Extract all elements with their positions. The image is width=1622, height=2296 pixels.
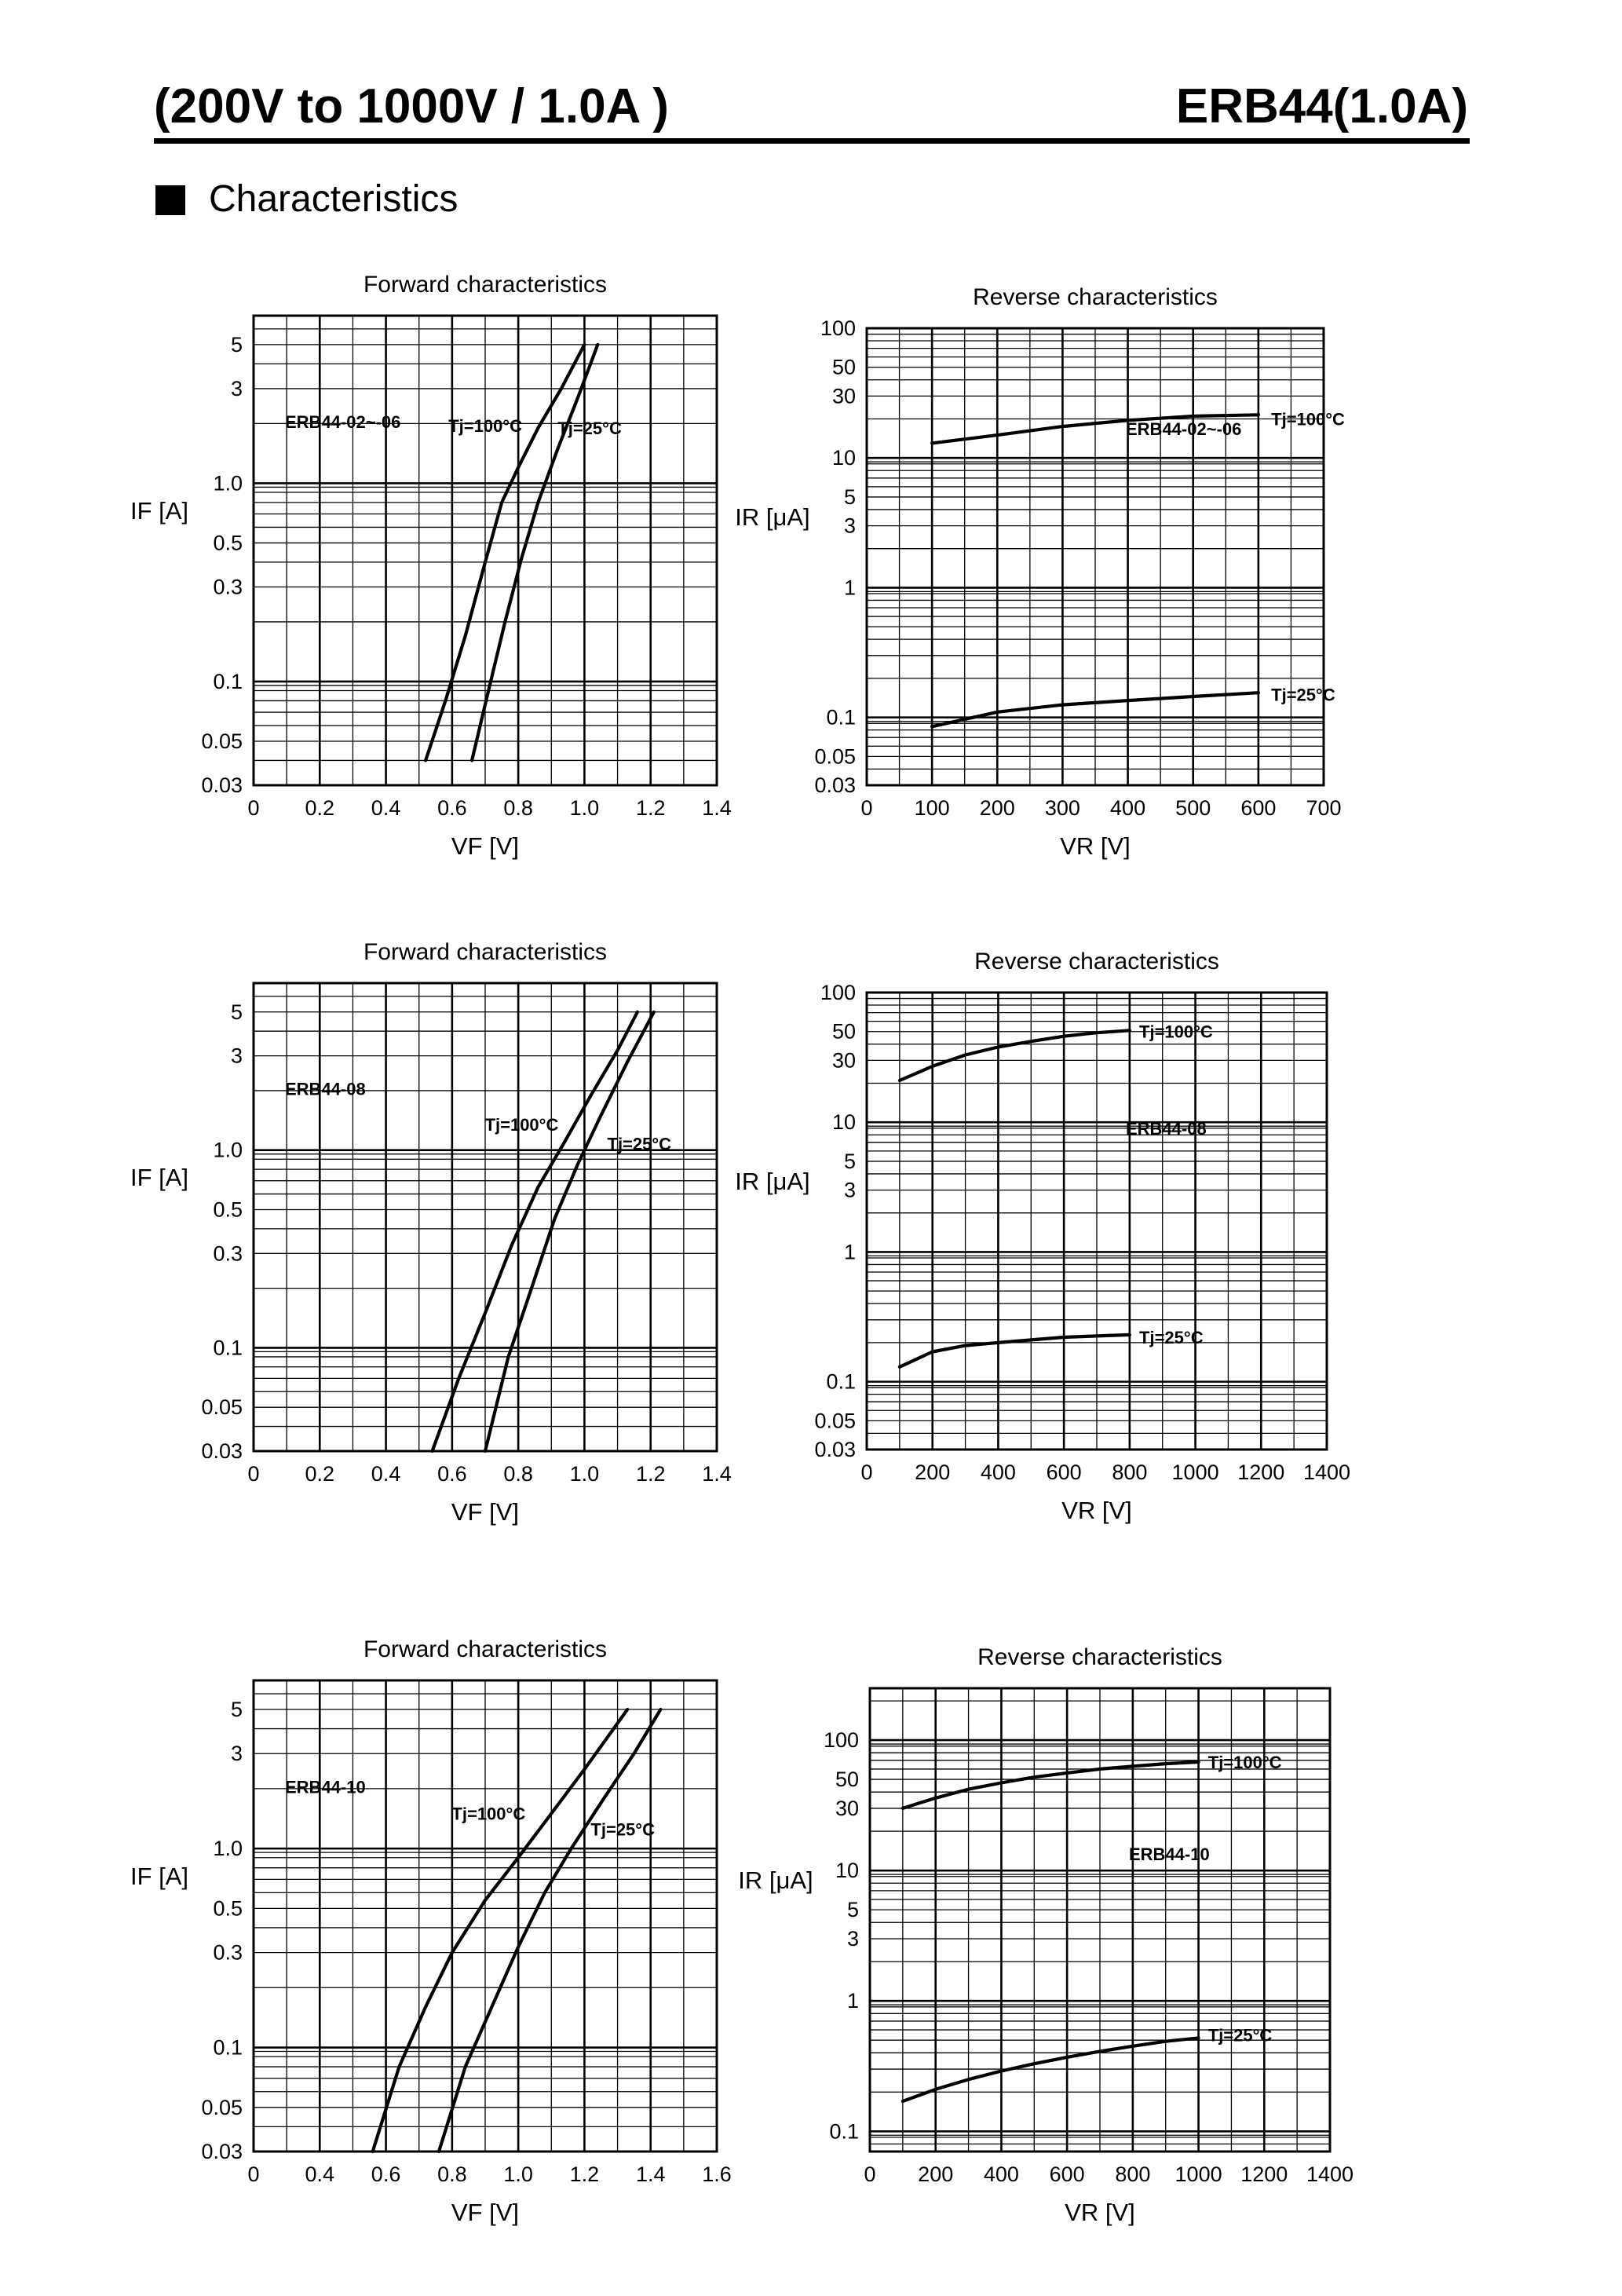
x-tick-label: 200 bbox=[918, 2163, 954, 2186]
y-tick-label: 0.03 bbox=[814, 773, 856, 797]
y-tick-label: 0.5 bbox=[213, 531, 243, 555]
y-tick-label: 1.0 bbox=[213, 471, 243, 495]
series-label: Tj=100°C bbox=[1207, 1752, 1282, 1772]
x-tick-label: 600 bbox=[1046, 1461, 1082, 1484]
device-label: ERB44-08 bbox=[285, 1079, 366, 1099]
x-tick-label: 0.4 bbox=[305, 2163, 335, 2186]
chart-title: Forward characteristics bbox=[363, 272, 608, 298]
series-line-tj-100c bbox=[900, 1030, 1130, 1080]
series-line-tj-25c bbox=[900, 1335, 1130, 1367]
y-tick-label: 30 bbox=[831, 384, 856, 408]
y-tick-label: 0.5 bbox=[213, 1197, 243, 1222]
section-title: Characteristics bbox=[209, 178, 458, 220]
y-tick-label: 0.05 bbox=[814, 744, 856, 769]
y-tick-label: 3 bbox=[843, 1178, 856, 1202]
series-label: Tj=100°C bbox=[1271, 409, 1345, 430]
x-axis-label: VR [V] bbox=[1061, 1497, 1132, 1524]
x-tick-label: 400 bbox=[980, 1461, 1016, 1484]
y-tick-label: 0.05 bbox=[201, 729, 243, 753]
y-tick-label: 5 bbox=[230, 1698, 243, 1722]
y-tick-label: 5 bbox=[230, 1000, 243, 1024]
series-line-tj-100c bbox=[373, 1709, 628, 2152]
y-tick-label: 5 bbox=[843, 484, 856, 509]
x-tick-label: 0.6 bbox=[371, 2163, 401, 2186]
y-tick-label: 10 bbox=[831, 446, 856, 470]
series-label: Tj=100°C bbox=[1139, 1022, 1213, 1042]
x-tick-label: 0.4 bbox=[371, 796, 401, 820]
chart-title: Reverse characteristics bbox=[977, 1644, 1222, 1670]
x-tick-label: 1.4 bbox=[635, 2163, 666, 2186]
chart-rev-2 bbox=[735, 949, 1350, 1524]
y-tick-label: 0.03 bbox=[814, 1438, 856, 1461]
series-label: Tj=25°C bbox=[1271, 685, 1335, 705]
series-label: Tj=25°C bbox=[1139, 1328, 1204, 1348]
y-tick-label: 3 bbox=[230, 1044, 243, 1068]
y-tick-label: 0.03 bbox=[201, 2140, 243, 2163]
chart-fwd-3 bbox=[130, 1636, 732, 2226]
y-tick-label: 3 bbox=[230, 1742, 243, 1766]
x-tick-label: 1.2 bbox=[635, 1462, 666, 1486]
x-tick-label: 500 bbox=[1175, 796, 1211, 820]
x-tick-label: 0 bbox=[247, 796, 260, 820]
y-tick-label: 5 bbox=[846, 1898, 859, 1922]
series-line-tj-100c bbox=[433, 1012, 637, 1451]
x-tick-label: 0.6 bbox=[437, 1462, 467, 1486]
chart-title: Reverse characteristics bbox=[973, 284, 1218, 310]
chart-title: Forward characteristics bbox=[363, 1636, 608, 1662]
y-tick-label: 1.0 bbox=[213, 1138, 243, 1162]
y-tick-label: 1 bbox=[843, 1240, 856, 1264]
series-line-tj-100c bbox=[426, 345, 584, 761]
x-tick-label: 1200 bbox=[1240, 2163, 1288, 2186]
x-tick-label: 0 bbox=[860, 1461, 873, 1484]
series-label: Tj=100°C bbox=[451, 1804, 526, 1824]
x-tick-label: 0 bbox=[247, 2163, 260, 2186]
x-tick-label: 700 bbox=[1306, 796, 1342, 820]
x-tick-label: 1.6 bbox=[702, 2163, 732, 2186]
x-tick-label: 1.0 bbox=[569, 1462, 600, 1486]
document-header-part-number: ERB44(1.0A) bbox=[1175, 79, 1468, 133]
y-tick-label: 3 bbox=[230, 376, 243, 400]
x-tick-label: 1.2 bbox=[635, 796, 666, 820]
y-axis-label: IF [A] bbox=[130, 497, 189, 525]
y-tick-label: 0.3 bbox=[213, 1940, 243, 1965]
x-tick-label: 1.0 bbox=[503, 2163, 533, 2186]
series-label: Tj=100°C bbox=[448, 416, 523, 437]
y-tick-label: 30 bbox=[835, 1796, 859, 1820]
device-label: ERB44-08 bbox=[1126, 1119, 1207, 1139]
x-tick-label: 0.8 bbox=[503, 1462, 533, 1486]
x-tick-label: 600 bbox=[1240, 796, 1277, 820]
x-axis-label: VF [V] bbox=[451, 1498, 520, 1526]
y-tick-label: 0.1 bbox=[213, 1336, 243, 1360]
y-tick-label: 1.0 bbox=[213, 1837, 243, 1861]
y-axis-label: IR [μA] bbox=[735, 503, 810, 531]
y-tick-label: 3 bbox=[843, 514, 856, 538]
y-tick-label: 0.1 bbox=[826, 705, 856, 729]
y-tick-label: 0.05 bbox=[201, 1395, 243, 1420]
series-line-tj-25c bbox=[439, 1709, 660, 2152]
x-tick-label: 600 bbox=[1049, 2163, 1085, 2186]
y-tick-label: 0.1 bbox=[829, 2119, 859, 2144]
device-label: ERB44-10 bbox=[285, 1777, 366, 1797]
x-tick-label: 0.8 bbox=[503, 796, 533, 820]
x-tick-label: 1400 bbox=[1302, 1461, 1351, 1484]
y-tick-label: 1 bbox=[846, 1989, 859, 2013]
device-label: ERB44-02~-06 bbox=[1126, 419, 1242, 440]
x-tick-label: 1.0 bbox=[569, 796, 600, 820]
series-line-tj-25c bbox=[472, 345, 597, 761]
x-tick-label: 0.2 bbox=[305, 796, 335, 820]
chart-rev-3 bbox=[738, 1644, 1353, 2226]
y-tick-label: 0.1 bbox=[213, 669, 243, 693]
y-tick-label: 50 bbox=[835, 1768, 859, 1792]
series-label: Tj=25°C bbox=[1207, 2025, 1273, 2046]
x-tick-label: 1.4 bbox=[702, 1462, 732, 1486]
y-axis-label: IF [A] bbox=[130, 1863, 189, 1890]
y-tick-label: 50 bbox=[831, 355, 856, 379]
series-label: Tj=100°C bbox=[484, 1114, 559, 1135]
chart-fwd-1 bbox=[130, 272, 732, 860]
y-tick-label: 0.05 bbox=[814, 1409, 856, 1433]
y-tick-label: 0.03 bbox=[201, 773, 243, 797]
y-tick-label: 50 bbox=[831, 1019, 856, 1044]
y-axis-label: IF [A] bbox=[130, 1164, 189, 1191]
document-header-voltage-range: (200V to 1000V / 1.0A ) bbox=[154, 79, 669, 133]
y-tick-label: 0.3 bbox=[213, 575, 243, 599]
y-tick-label: 0.1 bbox=[826, 1369, 856, 1394]
series-label: Tj=25°C bbox=[607, 1134, 672, 1154]
x-axis-label: VR [V] bbox=[1060, 832, 1131, 860]
y-tick-label: 10 bbox=[831, 1110, 856, 1135]
y-tick-label: 100 bbox=[820, 981, 856, 1004]
y-tick-label: 10 bbox=[835, 1859, 859, 1883]
x-axis-label: VR [V] bbox=[1065, 2199, 1135, 2226]
series-label: Tj=25°C bbox=[590, 1819, 655, 1840]
y-tick-label: 0.5 bbox=[213, 1896, 243, 1921]
x-tick-label: 0 bbox=[860, 796, 873, 820]
y-tick-label: 5 bbox=[230, 332, 243, 356]
x-axis-label: VF [V] bbox=[451, 2199, 520, 2226]
y-axis-label: IR [μA] bbox=[735, 1168, 810, 1195]
x-tick-label: 100 bbox=[914, 796, 950, 820]
x-tick-label: 0.4 bbox=[371, 1462, 401, 1486]
y-tick-label: 0.3 bbox=[213, 1241, 243, 1266]
x-tick-label: 0 bbox=[247, 1462, 260, 1486]
x-tick-label: 1.4 bbox=[702, 796, 732, 820]
y-tick-label: 3 bbox=[846, 1926, 859, 1951]
chart-fwd-2 bbox=[130, 939, 732, 1526]
x-tick-label: 1200 bbox=[1237, 1461, 1285, 1484]
chart-title: Reverse characteristics bbox=[974, 949, 1219, 974]
y-tick-label: 5 bbox=[843, 1149, 856, 1173]
x-tick-label: 0 bbox=[864, 2163, 876, 2186]
x-tick-label: 1400 bbox=[1306, 2163, 1354, 2186]
x-tick-label: 400 bbox=[1110, 796, 1146, 820]
x-tick-label: 1.2 bbox=[569, 2163, 600, 2186]
y-tick-label: 100 bbox=[823, 1728, 859, 1753]
series-line-tj-25c bbox=[485, 1012, 654, 1451]
x-tick-label: 200 bbox=[979, 796, 1015, 820]
y-axis-label: IR [μA] bbox=[738, 1866, 813, 1894]
chart-title: Forward characteristics bbox=[363, 939, 608, 965]
y-tick-label: 30 bbox=[831, 1048, 856, 1073]
device-label: ERB44-10 bbox=[1129, 1844, 1210, 1864]
chart-rev-1 bbox=[735, 284, 1345, 860]
x-tick-label: 400 bbox=[983, 2163, 1019, 2186]
x-tick-label: 0.2 bbox=[305, 1462, 335, 1486]
x-tick-label: 800 bbox=[1112, 1461, 1148, 1484]
x-tick-label: 0.8 bbox=[437, 2163, 467, 2186]
series-label: Tj=25°C bbox=[557, 419, 622, 439]
y-tick-label: 0.1 bbox=[213, 2035, 243, 2060]
x-tick-label: 300 bbox=[1044, 796, 1080, 820]
y-tick-label: 100 bbox=[820, 316, 856, 340]
y-tick-label: 0.05 bbox=[201, 2095, 243, 2119]
x-tick-label: 200 bbox=[915, 1461, 951, 1484]
x-tick-label: 1000 bbox=[1174, 2163, 1222, 2186]
x-tick-label: 1000 bbox=[1171, 1461, 1219, 1484]
x-tick-label: 800 bbox=[1115, 2163, 1151, 2186]
x-tick-label: 0.6 bbox=[437, 796, 467, 820]
x-axis-label: VF [V] bbox=[451, 832, 520, 860]
y-tick-label: 1 bbox=[843, 576, 856, 600]
device-label: ERB44-02~-06 bbox=[285, 412, 401, 433]
y-tick-label: 0.03 bbox=[201, 1439, 243, 1463]
